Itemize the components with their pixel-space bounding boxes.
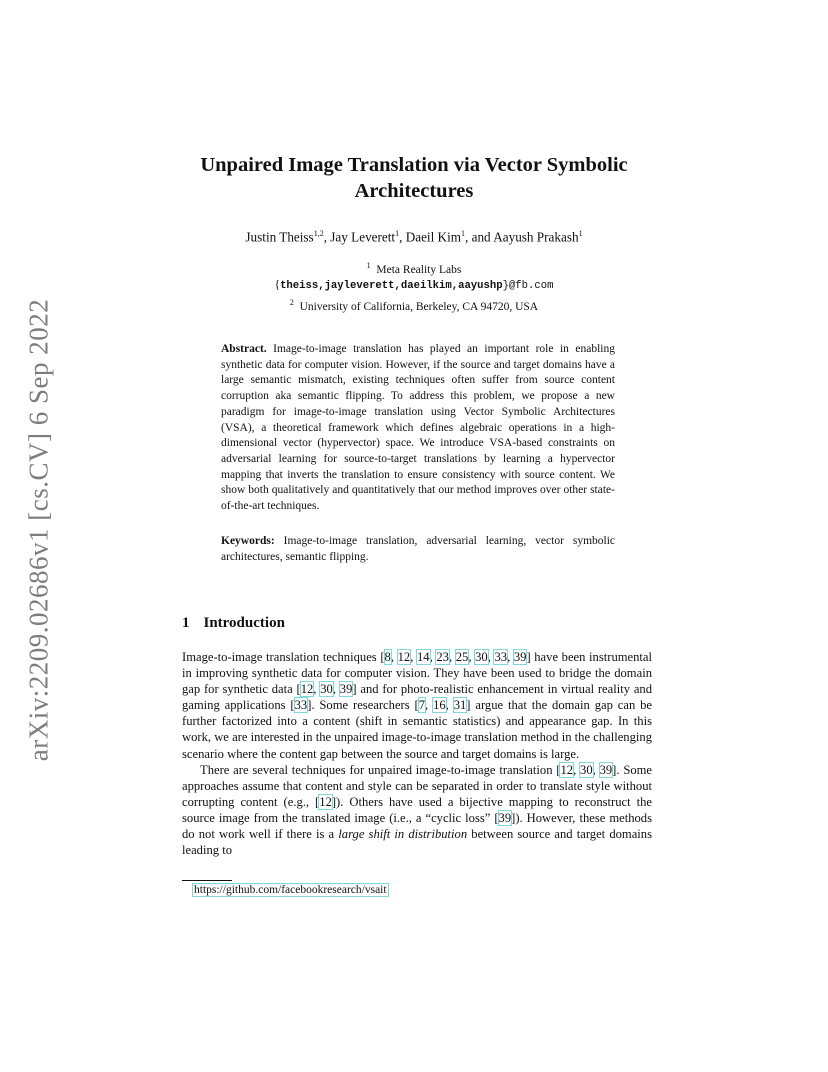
citation-link[interactable]: 39 [339, 682, 353, 697]
citation-link[interactable]: 23 [436, 650, 449, 664]
author-name: Aayush Prakash [493, 229, 579, 245]
paragraph-1: Image-to-image translation techniques [8, 12, 14, 23, 25, 30, 33, 39] have been instrumental in improving synthetic data for computer vision. They have been used to bridge the domain gap for synthetic data [12, 30, 39] and for photo-realistic enhancement in virtual reality and gaming applications [33]. Some researchers [7, 16, 31] argue that the domain gap can be further factorized into a content (shift in semantic statistics) and appearance gap. In this work, we are interested in the unpaired image-to-image translation method in the challenging scenario where the content gap between the source and target domains is large. [182, 650, 653, 761]
author-affil-mark: 1 [461, 229, 466, 238]
author-list: Justin Theiss$^{1,2}$, Jay Leverett$^1$, Daeil Kim$^1$, and Aayush Prakash$^1$ [245, 229, 583, 245]
arxiv-stamp [14, 290, 64, 770]
citation-link[interactable]: 25 [455, 650, 469, 664]
affiliation-2 [160, 295, 668, 315]
author-name: Daeil Kim [405, 229, 462, 245]
emphasis-text: large shift in distribution [338, 827, 468, 842]
citation-link[interactable]: 7 [418, 698, 426, 713]
citation-link[interactable]: 12 [560, 762, 574, 777]
section-title: Introduction [203, 615, 285, 631]
paragraph-text: ] argue that the domain gap can be further factorized into a content (shift in semantic statistics) and appearance gap. In this work, we are interested in the unpaired image-to-image translation method in the challenging scenario where the content gap between the source and target domains is large. [182, 698, 653, 761]
affil-mark: 2 [289, 297, 294, 307]
affil-mark: 1 [366, 261, 371, 270]
keywords [221, 534, 615, 565]
paragraph-text: ]. Some approaches assume that content and style can be separated in order to translate style without corrupting content (e.g., [ [182, 762, 653, 809]
citation-link[interactable]: 39 [599, 762, 613, 777]
paragraph-2: There are several techniques for unpaired image-to-image translation [12, 30, 39]. Some approaches assume that content and style can be separated in order to translate style without corrupting content (e.g., [12]). Others have used a bijective mapping to reconstruct the source image from the translated image (i.e., a “cyclic loss” [39]). However, these methods do not work well if there is a large shift in distribution between source and target domains leading to [182, 762, 653, 858]
email-brace: { [274, 279, 281, 292]
author-name: Jay Leverett [330, 229, 396, 245]
citation-link[interactable]: 39 [498, 810, 512, 825]
footnote-rule [182, 880, 232, 881]
citation-link[interactable]: 14 [416, 650, 430, 664]
citation-link[interactable]: 30 [580, 762, 593, 777]
paragraph-text: ]). However, these methods do not work well if there is a [182, 810, 652, 842]
citation-link[interactable]: 8 [384, 650, 391, 664]
author-name: Justin Theiss [245, 229, 314, 245]
paragraph-text: ]. Some researchers [ [307, 698, 419, 713]
paragraph-text: ]). Others have used a bijective mapping to reconstruct the source image from the translated image (i.e., a “cyclic loss” [ [182, 794, 652, 825]
email-domain: }@fb.com [502, 280, 554, 293]
citation-link[interactable]: 33 [494, 650, 508, 664]
abstract-label: Abstract. [221, 343, 267, 355]
intro-body [182, 649, 652, 858]
keywords-label: Keywords: [221, 535, 275, 547]
section-number: 1 [182, 615, 190, 631]
email-users: theiss,jayleverett,daeilkim,aayushp [280, 280, 503, 293]
citation-link[interactable]: 33 [294, 698, 308, 713]
citation-link[interactable]: 12 [319, 794, 332, 809]
author-affil-mark: 1,2 [313, 229, 324, 238]
affiliation-name: Meta Reality Labs [376, 263, 462, 276]
citation-link[interactable]: 12 [397, 650, 411, 664]
footnote-link[interactable]: https://github.com/facebookresearch/vsait [194, 884, 387, 896]
paragraph-text: between source and target domains leading to [182, 827, 653, 858]
affiliation-1 [160, 258, 668, 278]
affiliations [160, 258, 668, 315]
paragraph-text: Image-to-image translation techniques [ [182, 650, 385, 664]
paragraph-text: There are several techniques for unpaired image-to-image translation [ [200, 762, 561, 777]
paragraph-text: ] and for photo-realistic enhancement in virtual reality and gaming applications [ [182, 682, 653, 713]
author-affil-mark: 1 [395, 229, 400, 238]
citation-link[interactable]: 31 [453, 698, 467, 713]
citation-link[interactable]: 12 [300, 682, 314, 697]
author-affil-mark: 1 [578, 229, 583, 238]
arxiv-id: arXiv:2209.02686v1 [cs.CV] 6 Sep 2022 [23, 298, 54, 762]
section-heading [182, 615, 285, 632]
author-emails [160, 278, 668, 295]
citation-link[interactable]: 39 [513, 650, 527, 664]
paragraph-text: ] have been instrumental in improving synthetic data for computer vision. They have been used to bridge the domain gap for synthetic data [ [182, 650, 653, 697]
citation-link[interactable]: 30 [320, 682, 333, 697]
footnote [193, 884, 388, 896]
affiliation-name: University of California, Berkeley, CA 94720, USA [299, 300, 539, 313]
paper-title: Unpaired Image Translation via Vector Symbolic Architectures [200, 154, 628, 202]
abstract [221, 342, 615, 515]
citation-link[interactable]: 16 [433, 698, 446, 713]
abstract-text: Image-to-image translation has played an important role in enabling synthetic data for computer vision. However, if the source and target domains have a large semantic mismatch, existing techniques often suffer from source content corruption aka semantic flipping. To address this problem, we propose a new paradigm for image-to-image translation using Vector Symbolic Architectures (VSA), a theoretical framework which defines algebraic operations in a high-dimensional vector (hypervector) space. We introduce VSA-based constraints on adversarial learning for source-to-target translations by learning a hypervector mapping that inverts the translation to ensure consistency with source content. We show both qualitatively and quantitatively that our method improves over other state-of-the-art techniques. [221, 343, 615, 513]
keywords-text: Image-to-image translation, adversarial learning, vector symbolic architectures, semantic flipping. [221, 535, 616, 563]
citation-link[interactable]: 30 [475, 650, 488, 664]
